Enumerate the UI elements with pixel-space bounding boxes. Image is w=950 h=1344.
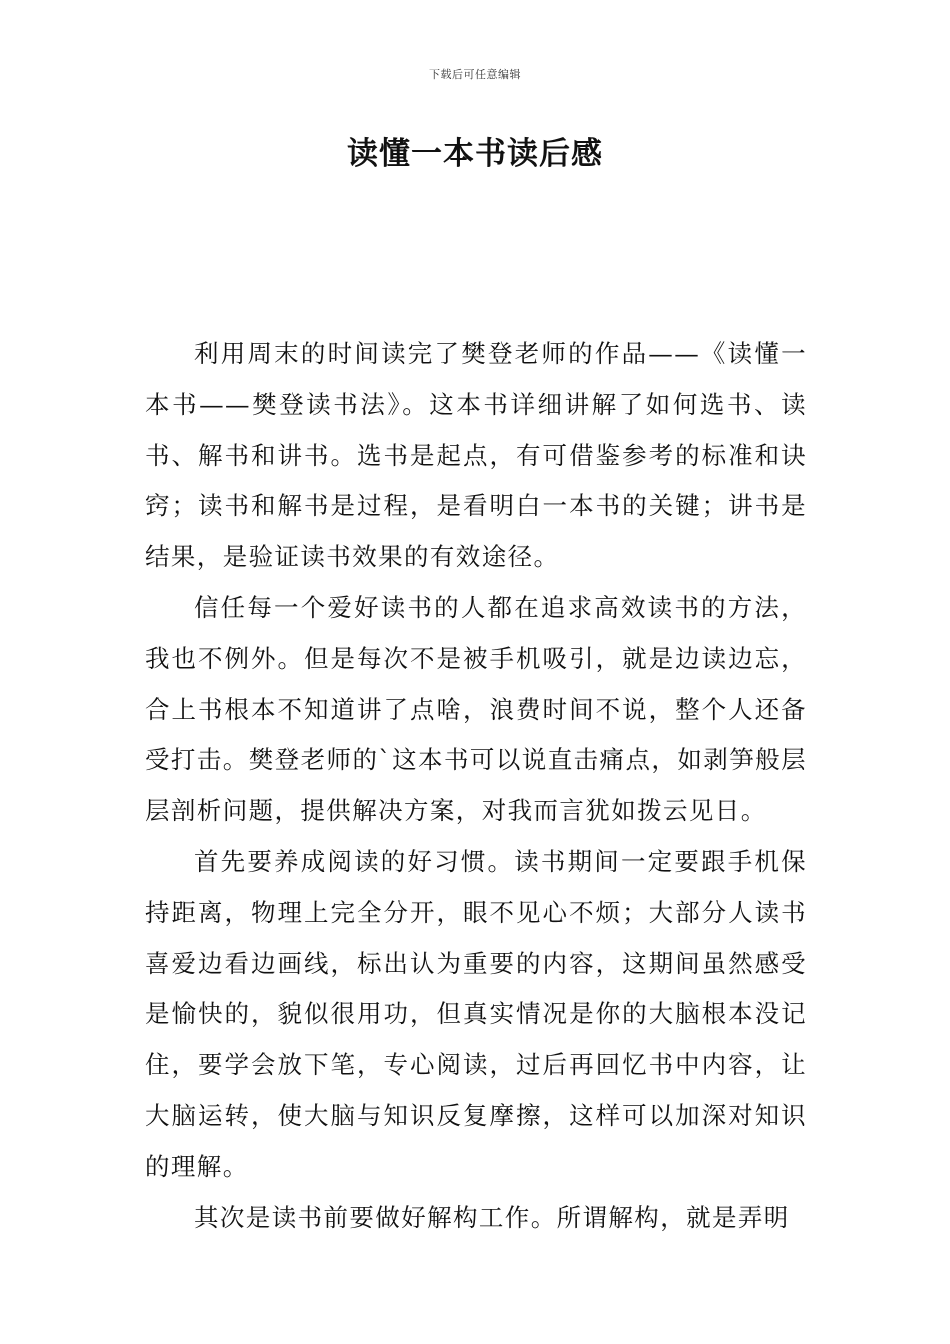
document-body — [145, 329, 807, 1243]
document-title: 读懂一本书读后感 — [347, 136, 603, 172]
paragraph-4: 其次是读书前要做好解构工作。所谓解构，就是弄明 — [194, 1202, 790, 1232]
paragraph-3: 首先要养成阅读的好习惯。读书期间一定要跟手机保持距离，物理上完全分开，眼不见心不烦；大部分人读书喜爱边看边画线，标出认为重要的内容，这期间虽然感受是愉快的，貌似很用功，但真实情况是你的大脑根本没记住，要学会放下笔，专心阅读，过后再回忆书中内容，让大脑运转，使大脑与知识反复摩擦，这样可以加深对知识的理解。 — [145, 846, 807, 1181]
paragraph-2: 信任每一个爱好读书的人都在追求高效读书的方法，我也不例外。但是每次不是被手机吸引，就是边读边忘，合上书根本不知道讲了点啥，浪费时间不说，整个人还备受打击。樊登老师的`这本书可以说直击痛点，如剥笋般层层剖析问题，提供解决方案，对我而言犹如拨云见日。 — [145, 592, 807, 826]
paragraph-1: 利用周末的时间读完了樊登老师的作品——《读懂一本书——樊登读书法》。这本书详细讲解了如何选书、读书、解书和讲书。选书是起点，有可借鉴参考的标准和诀窍；读书和解书是过程，是看明白一本书的关键；讲书是结果，是验证读书效果的有效途径。 — [145, 339, 807, 572]
header-note: 下载后可任意编辑 — [429, 68, 521, 81]
